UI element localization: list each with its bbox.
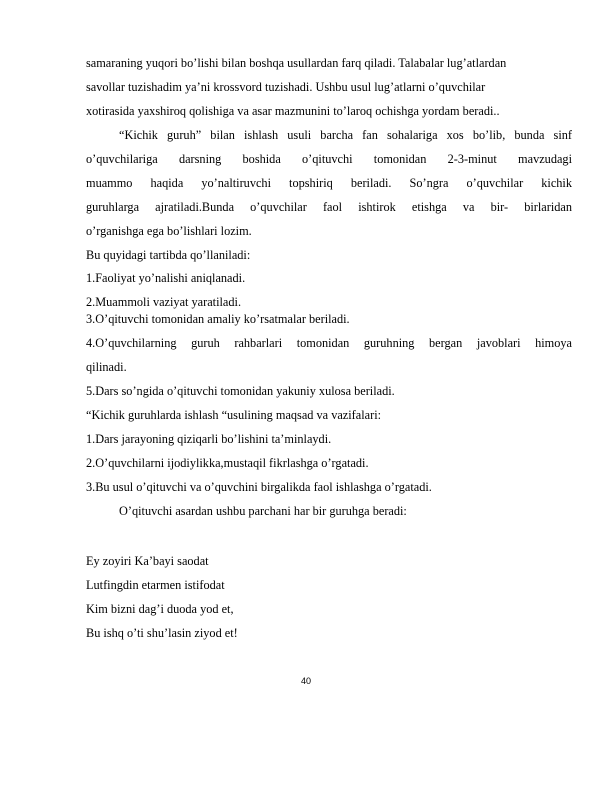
- text-line-4: “Kichik guruh” bilan ishlash usuli barcha fan sohalariga xos bo’lib, bunda sinf: [119, 128, 572, 142]
- poem-line-2: Lutfingdin etarmen istifodat: [86, 578, 225, 592]
- list-item-2: 2.Muammoli vaziyat yaratiladi.: [86, 295, 242, 309]
- text-line-3: xotirasida yaxshiroq qolishiga va asar mazmunini to’laroq ochishga yordam beradi..: [86, 104, 500, 118]
- poem-line-3: Kim bizni dag’i duoda yod et,: [86, 602, 234, 616]
- goal-item-3: 3.Bu usul o’qituvchi va o’quvchini birgalikda faol ishlashga o’rgatadi.: [86, 480, 432, 494]
- text-line-5: o’quvchilariga darsning boshida o’qituvchi tomonidan 2-3-minut mavzudagi: [86, 152, 572, 166]
- list-item-4-cont: qilinadi.: [86, 360, 127, 374]
- list-item-5: 5.Dars so’ngida o’qituvchi tomonidan yakuniy xulosa beriladi.: [86, 384, 395, 398]
- text-line-7: guruhlarga ajratiladi.Bunda o’quvchilar faol ishtirok etishga va bir- birlaridan: [86, 200, 572, 214]
- text-line-6: muammo haqida yo’naltiruvchi topshiriq beriladi. So’ngra o’quvchilar kichik: [86, 176, 572, 190]
- text-line-2: savollar tuzishadim ya’ni krossvord tuzishadi. Ushbu usul lug’atlarni o’quvchilar: [86, 80, 486, 94]
- poem-line-1: Ey zoyiri Ka’bayi saodat: [86, 554, 209, 568]
- text-line-9: Bu quyidagi tartibda qo’llaniladi:: [86, 248, 251, 262]
- list-item-1: 1.Faoliyat yo’nalishi aniqlanadi.: [86, 271, 246, 285]
- goal-item-1: 1.Dars jarayoning qiziqarli bo’lishini ta’minlaydi.: [86, 432, 332, 446]
- text-line-8: o’rganishga ega bo’lishlari lozim.: [86, 224, 252, 238]
- goal-item-2: 2.O’quvchilarni ijodiylikka,mustaqil fikrlashga o’rgatadi.: [86, 456, 369, 470]
- list-item-3: 3.O’qituvchi tomonidan amaliy ko’rsatmalar beriladi.: [86, 312, 350, 326]
- text-line-1: samaraning yuqori bo’lishi bilan boshqa usullardan farq qiladi. Talabalar lug’atlardan: [86, 56, 507, 70]
- page-number: 40: [300, 676, 311, 686]
- poem-line-4: Bu ishq o’ti shu’lasin ziyod et!: [86, 626, 238, 640]
- text-line-intro: O’qituvchi asardan ushbu parchani har bir guruhga beradi:: [119, 504, 407, 518]
- list-item-4: 4.O’quvchilarning guruh rahbarlari tomonidan guruhning bergan javoblari himoya: [86, 336, 572, 350]
- goals-heading: “Kichik guruhlarda ishlash “usulining maqsad va vazifalari:: [86, 408, 382, 422]
